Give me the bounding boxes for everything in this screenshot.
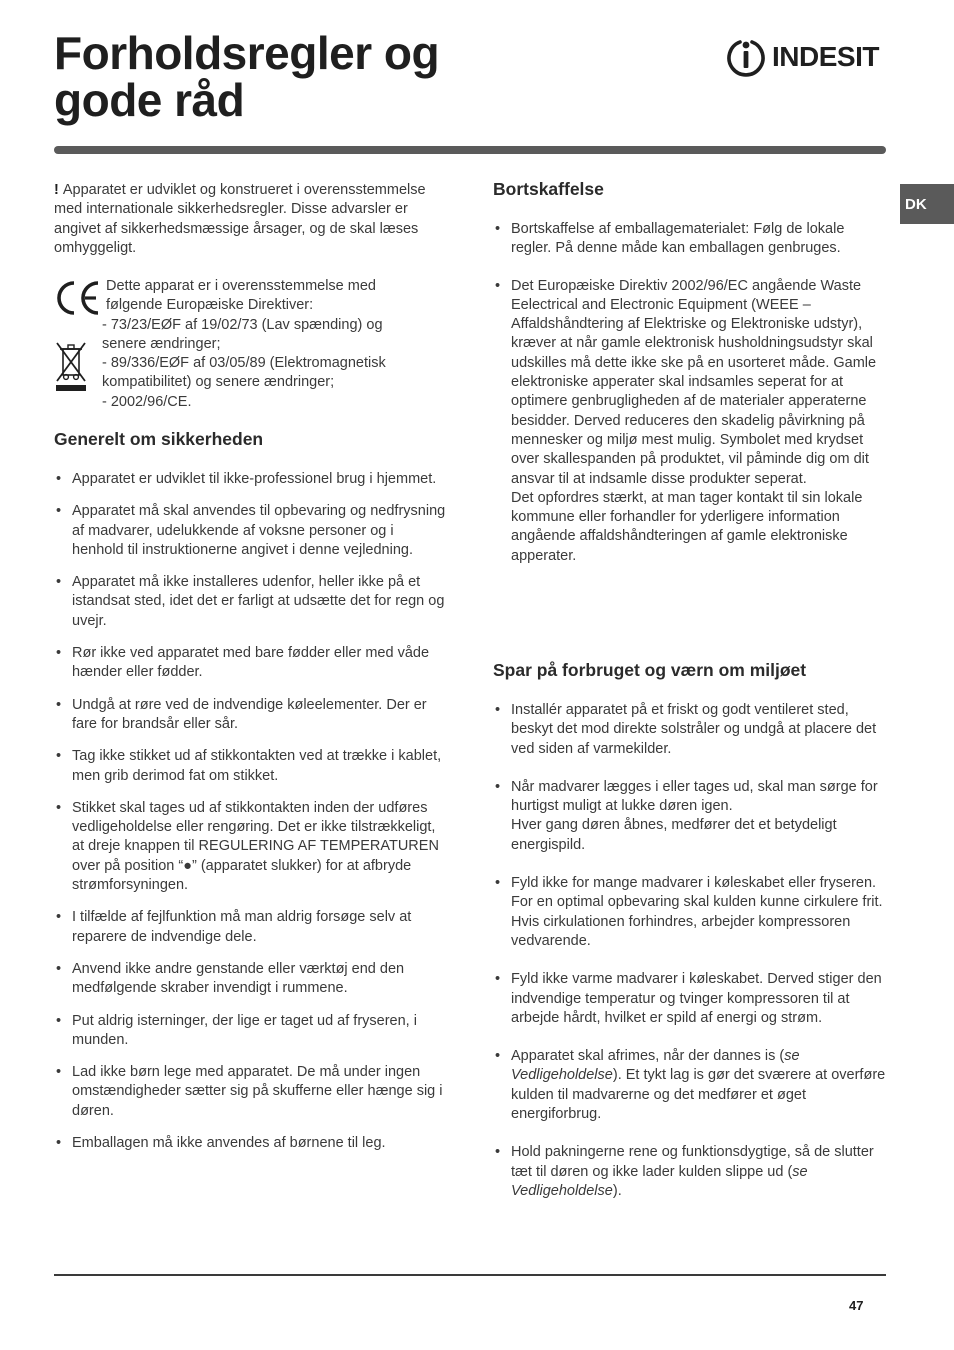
intro-warning: [54, 181, 444, 258]
safety-heading: Generelt om sikkerheden: [54, 429, 264, 449]
page-number: 47: [849, 1298, 864, 1313]
list-item: [493, 1047, 886, 1124]
disposal-list: [493, 220, 886, 566]
disposal-heading: Bortskaffelse: [493, 179, 604, 199]
maintenance-reference: se Vedligeholdelse: [511, 1048, 800, 1084]
indesit-i-icon: [726, 36, 766, 78]
directives-line-3: - 73/23/EØF af 19/02/73 (Lav spænding) og: [102, 316, 383, 333]
directives-line-2: følgende Europæiske Direktiver:: [106, 297, 314, 314]
directives-line-1: Dette apparat er i overensstemmelse med: [106, 278, 376, 294]
safety-list: [54, 470, 446, 1153]
saving-list: [493, 701, 886, 1201]
door-text: Når madvarer lægges i eller tages ud, skal man sørge for hurtigst muligt at lukke døren igen.: [511, 778, 878, 815]
list-item: • Undgå at røre ved de indvendige køleelementer. Der er fare for brandsår eller sår.: [54, 696, 446, 735]
saving-heading: Spar på forbruget og værn om miljøet: [493, 660, 807, 680]
intro-text: Apparatet er udviklet og konstrueret i overensstemmelse med internationale sikkerhedsregler. Disse advarsler er angivet af sikkerhedsmæssige årsager, og de skal læses omhyggeligt.: [54, 182, 426, 256]
page-title-line-2: gode råd: [54, 74, 245, 126]
list-item: • Put aldrig isterninger, der lige er taget ud af fryseren, i munden.: [54, 1012, 446, 1051]
language-tab: DK: [900, 184, 954, 224]
list-item: • Fyld ikke for mange madvarer i køleskabet eller fryseren. For en optimal opbevaring skal kulden kunne cirkulere frit. Hvis cirkulationen forhindres, arbejder kompressoren vedvarende.: [493, 874, 886, 951]
warning-mark: !: [54, 182, 59, 198]
list-item: • Bortskaffelse af emballagematerialet: Følg de lokale regler. På denne måde kan emballagen genbruges.: [493, 220, 886, 259]
page-title-line-1: Forholdsregler og: [54, 27, 440, 79]
list-item: • Apparatet er udviklet til ikke-professionel brug i hjemmet.: [54, 470, 446, 489]
footer-divider: [54, 1274, 886, 1276]
brand-logo: [726, 36, 888, 78]
directives-line-6: kompatibilitet) og senere ændringer;: [102, 374, 335, 391]
defrost-text-end: ). Et tykt lag is gør det sværere at overføre kulden til madvarerne og det medfører et øget energiforbrug.: [511, 1067, 886, 1123]
header-divider: [54, 146, 886, 154]
maintenance-reference: se Vedligeholdelse: [511, 1163, 808, 1199]
list-item: [493, 1143, 886, 1201]
directives-line-5: - 89/336/EØF af 03/05/89 (Elektromagnetisk: [102, 355, 386, 372]
defrost-text: Apparatet skal afrimes, når der dannes is (: [511, 1048, 785, 1065]
list-item: [493, 277, 886, 566]
list-item: • Stikket skal tages ud af stikkontakten inden der udføres vedligeholdelse eller rengøring. Det er ikke tilstrækkeligt, at dreje knappen til REGULERING AF TEMPERATUREN over på position “●” (apparatet slukker) for at afbryde strømforsyningen.: [54, 799, 446, 895]
list-item: • Rør ikke ved apparatet med bare fødder eller med våde hænder eller fødder.: [54, 644, 446, 683]
weee-contact-text: Det opfordres stærkt, at man tager kontakt til sin lokale kommune eller forhandler for yderligere information angående affaldshåndteringen af gamle elektroniske apperater.: [511, 489, 863, 564]
directives-text: [102, 277, 446, 412]
directives-block: [54, 277, 444, 410]
list-item: • Fyld ikke varme madvarer i køleskabet. Derved stiger den indvendige temperatur og tvinger kompressoren til at arbejde hårdt, hvilket er spild af energi og strøm.: [493, 970, 886, 1028]
list-item: • I tilfælde af fejlfunktion må man aldrig forsøge selv at reparere de indvendige dele.: [54, 908, 446, 947]
list-item: • Installér apparatet på et friskt og godt ventileret sted, beskyt det mod direkte solstråler og undgå at placere det ved siden af varmekilder.: [493, 701, 886, 759]
gasket-text-end: ).: [612, 1182, 622, 1199]
weee-text: Det Europæiske Direktiv 2002/96/EC angående Waste Eelectrical and Electronic Equipment (WEEE – Affaldshåndtering af Elektriske og Elektroniske udstyr), kræver at når gamle elektronisk husholdningsudstyr skal udskilles må dette ikke ske på en usorteret måde. Gamle elektroniske apperater skal indsamles seperat for at optimere genbrugligheden af de materialer apperaterne besidder. Derved reduceres den skadelig påvirkning på mennesker og miljø mest mulig. Symbolet med krydset over skallespanden på produktet, vil påminde dig om dit ansvar til at indsamle disse produkter seperat.: [511, 277, 877, 487]
gasket-text: Hold pakningerne rene og funktionsdygtige, så de slutter tæt til døren og ikke lader kulden slippe ud (: [511, 1144, 874, 1180]
list-item: • Anvend ikke andre genstande eller værktøj end den medfølgende skraber invendigt i rummene.: [54, 960, 446, 999]
weee-bin-icon: [54, 341, 88, 393]
list-item: • Tag ikke stikket ud af stikkontakten ved at trække i kablet, men grib derimod fat om stikket.: [54, 747, 446, 786]
list-item: • Emballagen må ikke anvendes af børnene til leg.: [54, 1134, 446, 1153]
list-item: • Lad ikke børn lege med apparatet. De må under ingen omstændigheder sætter sig på skufferne eller hænge sig i døren.: [54, 1063, 446, 1121]
list-item: • Apparatet må ikke installeres udenfor, heller ikke på et istandsat sted, idet det er farligt at udsætte det for regn og uvejr.: [54, 573, 446, 631]
list-item: [493, 778, 886, 855]
directives-line-4: senere ændringer;: [102, 335, 221, 352]
list-item: • Apparatet må skal anvendes til opbevaring og nedfrysning af madvarer, udelukkende af voksne personer og i henhold til instruktionerne angivet i denne vejledning.: [54, 502, 446, 560]
door-energy-text: Hver gang døren åbnes, medfører det et betydeligt energispild.: [511, 817, 837, 853]
page-title: [54, 27, 440, 126]
brand-name: INDESIT: [772, 41, 879, 72]
directives-line-7: - 2002/96/CE.: [102, 393, 192, 410]
ce-mark-icon: [54, 279, 102, 317]
